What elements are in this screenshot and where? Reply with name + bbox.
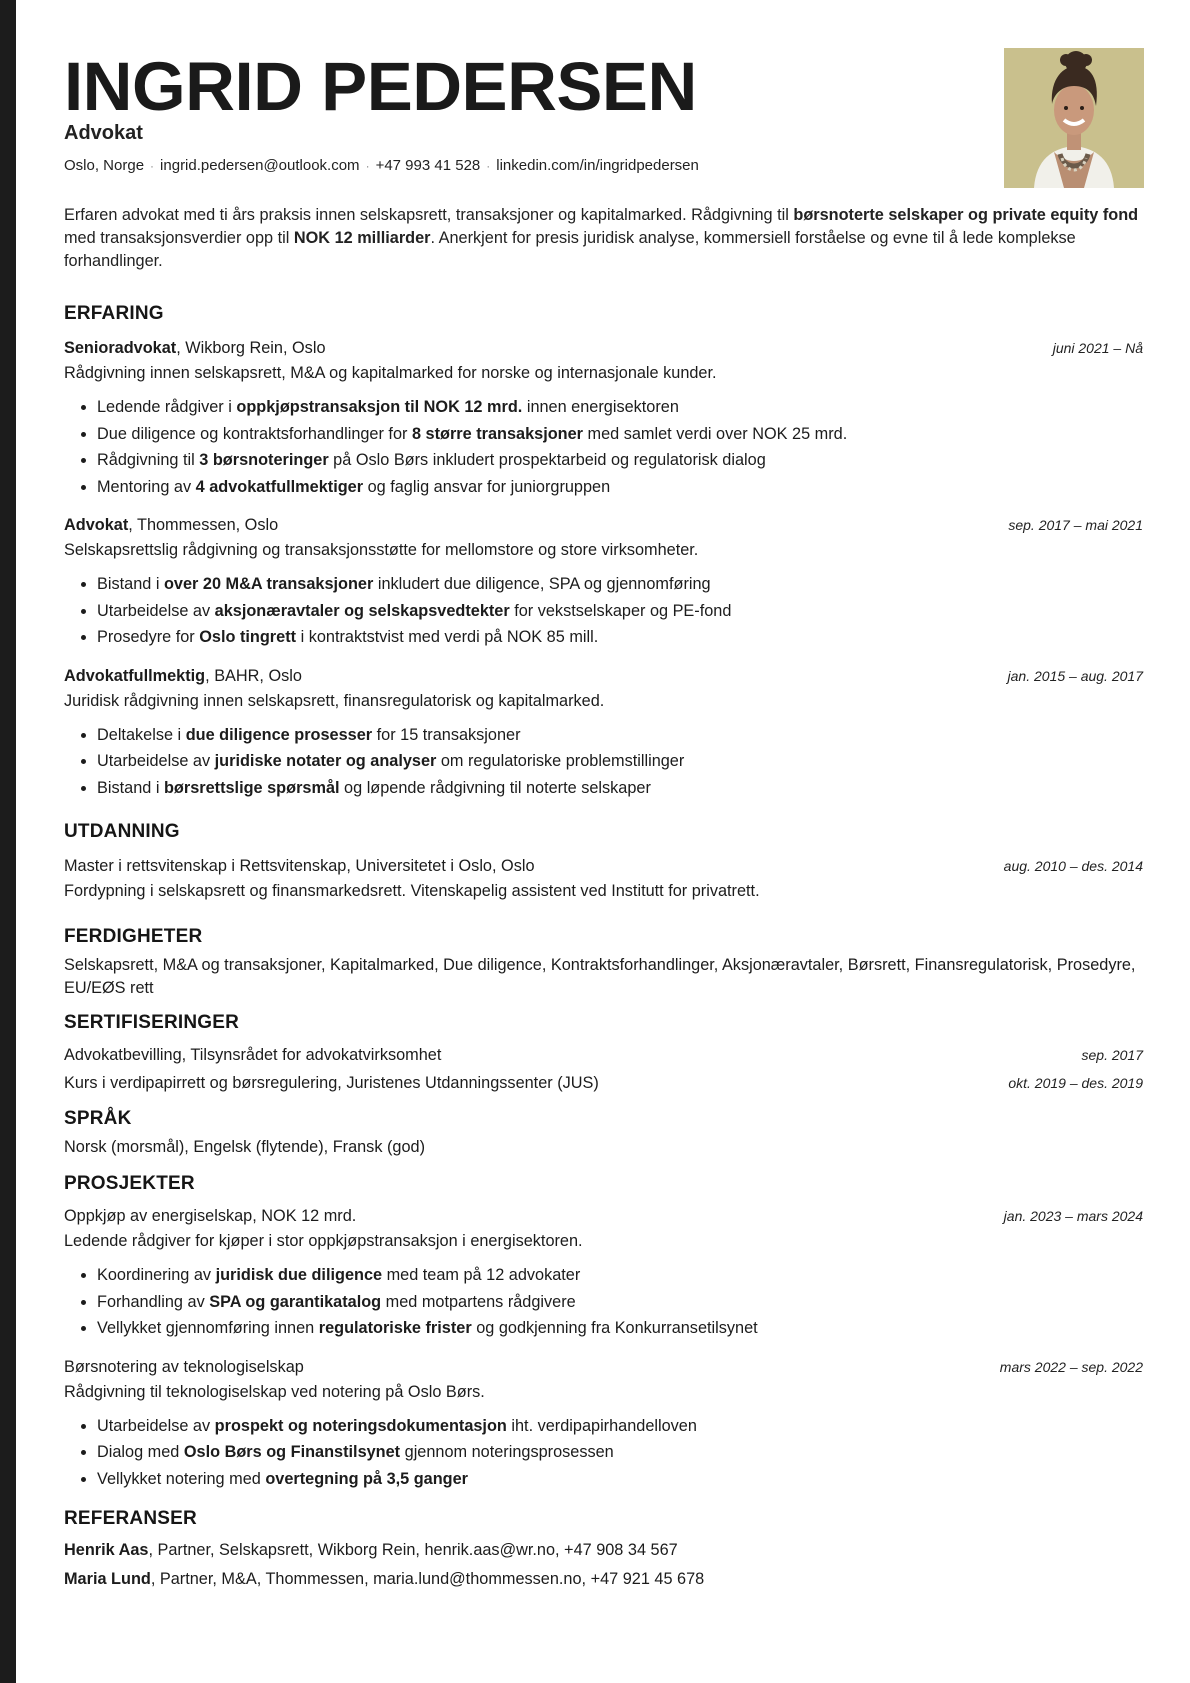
project-entry (64, 1205, 1143, 1342)
bullet-item: • Due diligence og kontraktsforhandlinger for 8 større transaksjoner med samlet verdi over NOK 25 mrd. (97, 421, 1143, 448)
experience-org: , Wikborg Rein, Oslo (176, 339, 326, 357)
certification-entry (64, 1072, 1143, 1094)
bullet-item: • Vellykket gjennomføring innen regulatoriske frister og godkjenning fra Konkurransetilsynet (97, 1315, 1143, 1342)
bullet-item: • Ledende rådgiver i oppkjøpstransaksjon til NOK 12 mrd. innen energisektoren (97, 394, 1143, 421)
education-description: Fordypning i selskapsrett og finansmarkedsrett. Vitenskapelig assistent ved Institutt for privatrett. (64, 882, 760, 900)
reference-name: Maria Lund (64, 1570, 151, 1588)
project-bullets (64, 1413, 1143, 1493)
bullet-item: • Utarbeidelse av juridiske notater og analyser om regulatoriske problemstillinger (97, 748, 1143, 775)
summary-text: . Anerkjent for presis juridisk analyse, kommersiell forståelse og evne til å lede komplekse forhandlinger. (64, 229, 1076, 270)
certification-date: okt. 2019 – des. 2019 (1008, 1075, 1143, 1091)
experience-bullets (64, 571, 1143, 651)
contact-line (64, 157, 699, 174)
candidate-name: INGRID PEDERSEN (64, 48, 697, 125)
portrait-illustration (1004, 48, 1144, 188)
bullet-item: • Koordinering av juridisk due diligence med team på 12 advokater (97, 1262, 1143, 1289)
bullet-item: • Rådgivning til 3 børsnoteringer på Oslo Børs inkludert prospektarbeid og regulatorisk dialog (97, 447, 1143, 474)
profile-summary (64, 204, 1143, 273)
bullet-item: • Utarbeidelse av prospekt og noteringsdokumentasjon iht. verdipapirhandelloven (97, 1413, 1143, 1440)
project-date: jan. 2023 – mars 2024 (1003, 1208, 1143, 1224)
project-description: Rådgivning til teknologiselskap ved notering på Oslo Børs. (64, 1382, 485, 1401)
section-heading-projects: PROSJEKTER (64, 1173, 195, 1194)
experience-section (64, 303, 1143, 801)
job-title: Advokat (64, 122, 143, 144)
project-title: Oppkjøp av energiselskap, NOK 12 mrd. (64, 1207, 357, 1225)
bullet-item: • Bistand i børsrettslige spørsmål og løpende rådgivning til noterte selskaper (97, 775, 1143, 802)
reference-entry (64, 1536, 1143, 1565)
contact-linkedin[interactable]: linkedin.com/in/ingridpedersen (496, 157, 699, 174)
experience-description: Juridisk rådgivning innen selskapsrett, finansregulatorisk og kapitalmarked. (64, 691, 605, 710)
languages-section (64, 1108, 1143, 1159)
reference-name: Henrik Aas (64, 1541, 149, 1559)
section-heading-references: REFERANSER (64, 1508, 197, 1529)
reference-entry (64, 1565, 1143, 1594)
experience-role: Advokat (64, 516, 129, 534)
certification-name: Advokatbevilling, Tilsynsrådet for advokatvirksomhet (64, 1046, 442, 1064)
contact-location: Oslo, Norge (64, 157, 145, 174)
skills-list: Selskapsrett, M&A og transaksjoner, Kapitalmarked, Due diligence, Kontraktsforhandlinger, Aksjonæravtaler, Børsrett, Finansregulatorisk, Prosedyre, EU/EØS rett (64, 956, 1136, 997)
resume-page (64, 0, 1143, 1594)
education-entry (64, 855, 1143, 902)
certifications-section (64, 1012, 1143, 1094)
bullet-item: • Dialog med Oslo Børs og Finanstilsynet gjennom noteringsprosessen (97, 1439, 1143, 1466)
experience-entry (64, 514, 1143, 651)
project-description: Ledende rådgiver for kjøper i stor oppkjøpstransaksjon i energisektoren. (64, 1232, 583, 1250)
bullet-item: • Vellykket notering med overtegning på 3,5 ganger (97, 1466, 1143, 1493)
resume-header (64, 0, 1143, 190)
languages-list: Norsk (morsmål), Engelsk (flytende), Fransk (god) (64, 1138, 425, 1156)
bullet-item: • Bistand i over 20 M&A transaksjoner inkludert due diligence, SPA og gjennomføring (97, 571, 1143, 598)
reference-details: , Partner, M&A, Thommessen, maria.lund@thommessen.no, +47 921 45 678 (150, 1570, 705, 1588)
experience-role: Advokatfullmektig (64, 666, 206, 685)
section-heading-education: UTDANNING (64, 821, 180, 842)
summary-text: Erfaren advokat med ti års praksis innen selskapsrett, transaksjoner og kapitalmarked. Rådgivning til (64, 206, 794, 224)
experience-entry (64, 337, 1143, 500)
experience-date: jan. 2015 – aug. 2017 (1007, 667, 1143, 684)
section-heading-certifications: SERTIFISERINGER (64, 1012, 240, 1033)
bullet-item: • Prosedyre for Oslo tingrett i kontraktstvist med verdi på NOK 85 mill. (97, 624, 1143, 651)
certification-date: sep. 2017 (1081, 1047, 1143, 1063)
left-accent-strip (0, 0, 16, 1683)
reference-details: , Partner, Selskapsrett, Wikborg Rein, henrik.aas@wr.no, +47 908 34 567 (148, 1541, 678, 1559)
references-section (64, 1508, 1143, 1594)
profile-photo (1004, 48, 1144, 188)
certification-name: Kurs i verdipapirrett og børsregulering, Juristenes Utdanningssenter (JUS) (64, 1074, 599, 1092)
bullet-item: • Deltakelse i due diligence prosesser for 15 transaksjoner (97, 722, 1143, 749)
experience-description: Selskapsrettslig rådgivning og transaksjonsstøtte for mellomstore og store virksomheter. (64, 541, 699, 559)
projects-section (64, 1173, 1143, 1492)
skills-section (64, 926, 1143, 1000)
section-heading-experience: ERFARING (64, 303, 164, 324)
section-heading-languages: SPRÅK (64, 1108, 132, 1129)
experience-entry (64, 665, 1143, 802)
contact-email[interactable]: ingrid.pedersen@outlook.com (160, 157, 360, 174)
experience-org: , Thommessen, Oslo (128, 516, 279, 534)
project-date: mars 2022 – sep. 2022 (999, 1358, 1143, 1375)
experience-role: Senioradvokat (64, 339, 177, 357)
section-heading-skills: FERDIGHETER (64, 926, 203, 947)
bullet-item: • Forhandling av SPA og garantikatalog med motpartens rådgivere (97, 1289, 1143, 1316)
experience-description: Rådgivning innen selskapsrett, M&A og kapitalmarked for norske og internasjonale kunder. (64, 364, 717, 382)
summary-highlight: NOK 12 milliarder (293, 229, 431, 247)
education-date: aug. 2010 – des. 2014 (1003, 858, 1143, 874)
experience-org: , BAHR, Oslo (205, 666, 302, 685)
project-entry (64, 1356, 1143, 1493)
project-bullets (64, 1262, 1143, 1342)
education-section (64, 821, 1143, 902)
bullet-item: • Utarbeidelse av aksjonæravtaler og selskapsvedtekter for vekstselskaper og PE-fond (97, 598, 1143, 625)
education-degree: Master i rettsvitenskap i Rettsvitenskap, Universitetet i Oslo, Oslo (64, 857, 535, 875)
experience-bullets (64, 722, 1143, 802)
summary-highlight: børsnoterte selskaper og private equity fond (793, 206, 1139, 224)
contact-phone: +47 993 41 528 (375, 157, 481, 174)
contact-separator: · (486, 159, 491, 173)
project-title: Børsnotering av teknologiselskap (64, 1357, 304, 1376)
certification-entry (64, 1044, 1143, 1066)
experience-bullets (64, 394, 1143, 500)
experience-date: sep. 2017 – mai 2021 (1008, 517, 1143, 533)
contact-separator: · (365, 159, 370, 173)
summary-text: med transaksjonsverdier opp til (64, 229, 294, 247)
experience-date: juni 2021 – Nå (1052, 340, 1143, 356)
contact-separator: · (150, 159, 155, 173)
bullet-item: • Mentoring av 4 advokatfullmektiger og faglig ansvar for juniorgruppen (97, 474, 1143, 501)
